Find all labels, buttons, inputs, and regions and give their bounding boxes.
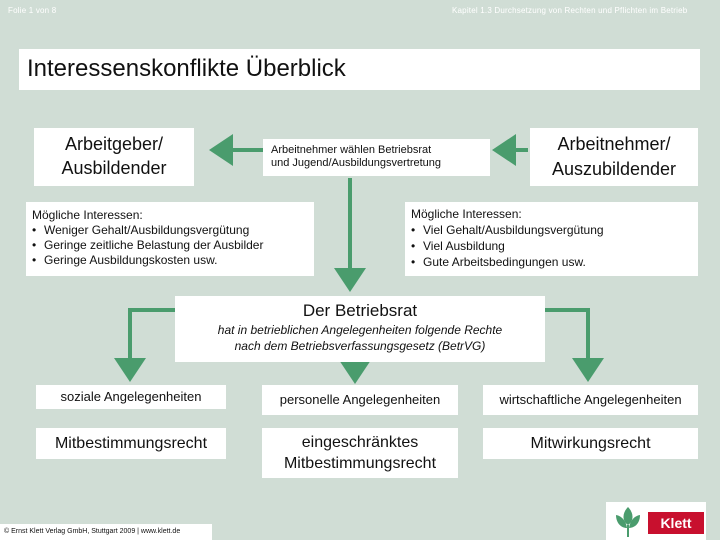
employee-box xyxy=(530,128,698,186)
klett-leaf-icon xyxy=(612,505,644,539)
election-box xyxy=(263,139,490,176)
right-personnel-line2: Mitbestimmungsrecht xyxy=(283,455,437,472)
employer-interests-box xyxy=(26,202,314,276)
employer-interests-heading: Mögliche Interessen: xyxy=(32,208,143,222)
employer-box xyxy=(34,128,194,186)
category-economic: wirtschaftliche Angelegenheiten xyxy=(483,385,698,415)
employee-interests-list xyxy=(411,222,692,270)
employee-label-line1: Arbeitnehmer/ xyxy=(557,134,671,154)
list-item: • Viel Ausbildung xyxy=(411,238,692,254)
connector-to-social xyxy=(130,310,175,378)
right-economic: Mitwirkungsrecht xyxy=(483,428,698,459)
category-personnel: personelle Angelegenheiten xyxy=(262,385,458,415)
right-personnel xyxy=(262,428,458,478)
chapter-title: Kapitel 1.3 Durchsetzung von Rechten und Pflichten im Betrieb xyxy=(452,6,688,15)
page-title: Interessenskonflikte Überblick xyxy=(19,49,700,90)
employer-interests-list xyxy=(32,223,308,268)
list-item: • Gute Arbeitsbedingungen usw. xyxy=(411,254,692,270)
list-item: • Weniger Gehalt/Ausbildungsvergütung xyxy=(32,223,308,238)
connector-to-economic xyxy=(545,310,588,378)
right-personnel-line1: eingeschränktes xyxy=(301,434,419,451)
slide-counter: Folie 1 von 8 xyxy=(8,6,57,15)
employer-label-line1: Arbeitgeber/ xyxy=(64,134,164,154)
election-line1: Arbeitnehmer wählen Betriebsrat xyxy=(271,144,432,156)
employer-label-line2: Ausbildender xyxy=(61,158,167,178)
employee-label-line2: Auszubildender xyxy=(551,159,677,179)
list-item: • Viel Gehalt/Ausbildungsvergütung xyxy=(411,222,692,238)
council-line2: nach dem Betriebsverfassungsgesetz (BetrVG) xyxy=(234,339,486,353)
council-line1: hat in betrieblichen Angelegenheiten folgende Rechte xyxy=(217,323,503,337)
category-social: soziale Angelegenheiten xyxy=(36,385,226,409)
employee-interests-box xyxy=(405,202,698,276)
footer-copyright: © Ernst Klett Verlag GmbH, Stuttgart 2009 | www.klett.de xyxy=(0,524,212,540)
council-title: Der Betriebsrat xyxy=(302,301,418,320)
right-social: Mitbestimmungsrecht xyxy=(36,428,226,459)
council-box xyxy=(175,296,545,362)
list-item: • Geringe zeitliche Belastung der Ausbilder xyxy=(32,238,308,253)
election-line2: und Jugend/Ausbildungsvertretung xyxy=(271,157,442,169)
list-item: • Geringe Ausbildungskosten usw. xyxy=(32,253,308,268)
employee-interests-heading: Mögliche Interessen: xyxy=(411,207,522,221)
klett-logo: Klett xyxy=(648,512,704,534)
